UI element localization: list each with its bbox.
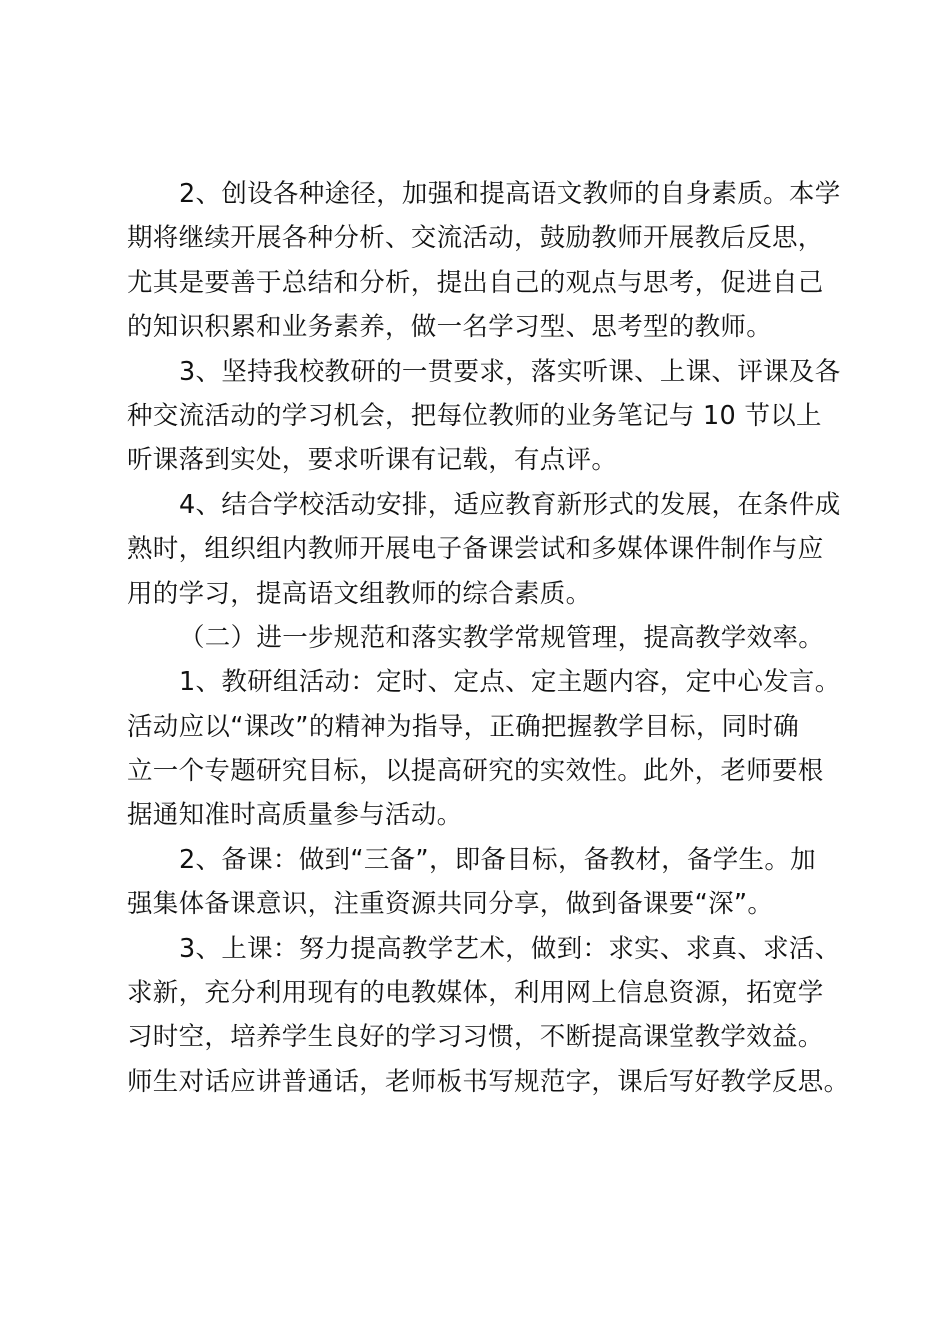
text-line-16: 2、备课：做到“三备”，即备目标，备教材，备学生。加 — [179, 844, 816, 875]
document-body — [127, 172, 850, 1104]
text-line-21: 师生对话应讲普通话，老师板书写规范字，课后写好教学反思。 — [127, 1066, 850, 1097]
text-line-7: 听课落到实处，要求听课有记载，有点评。 — [127, 445, 618, 476]
text-line-2: 期将继续开展各种分析、交流活动，鼓励教师开展教后反思， — [127, 223, 824, 254]
text-line-17: 强集体备课意识，注重资源共同分享，做到备课要“深”。 — [127, 889, 774, 920]
text-line-8: 4、结合学校活动安排，适应教育新形式的发展，在条件成 — [179, 489, 841, 520]
text-line-10: 用的学习，提高语文组教师的综合素质。 — [127, 578, 592, 609]
text-line-18: 3、上课：努力提高教学艺术，做到：求实、求真、求活、 — [179, 933, 841, 964]
text-line-15: 据通知准时高质量参与活动。 — [127, 800, 463, 831]
text-line-3: 尤其是要善于总结和分析，提出自己的观点与思考，促进自己 — [127, 267, 824, 298]
section-heading: （二）进一步规范和落实教学常规管理，提高教学效率。 — [179, 622, 825, 653]
text-line-6: 种交流活动的学习机会，把每位教师的业务笔记与 10 节以上 — [127, 400, 822, 431]
text-line-1: 2、创设各种途径，加强和提高语文教师的自身素质。本学 — [179, 179, 841, 209]
text-line-5: 3、坚持我校教研的一贯要求，落实听课、上课、评课及各 — [179, 356, 841, 387]
text-line-14: 立一个专题研究目标，以提高研究的实效性。此外，老师要根 — [127, 756, 824, 787]
text-line-20: 习时空，培养学生良好的学习习惯，不断提高课堂教学效益。 — [127, 1022, 824, 1053]
text-line-4: 的知识积累和业务素养，做一名学习型、思考型的教师。 — [127, 312, 773, 343]
text-line-19: 求新，充分利用现有的电教媒体，利用网上信息资源，拓宽学 — [127, 978, 824, 1009]
text-line-12: 1、教研组活动：定时、定点、定主题内容，定中心发言。 — [179, 667, 841, 698]
text-line-13: 活动应以“课改”的精神为指导，正确把握教学目标，同时确 — [127, 711, 800, 742]
text-line-9: 熟时，组织组内教师开展电子备课尝试和多媒体课件制作与应 — [127, 534, 824, 565]
